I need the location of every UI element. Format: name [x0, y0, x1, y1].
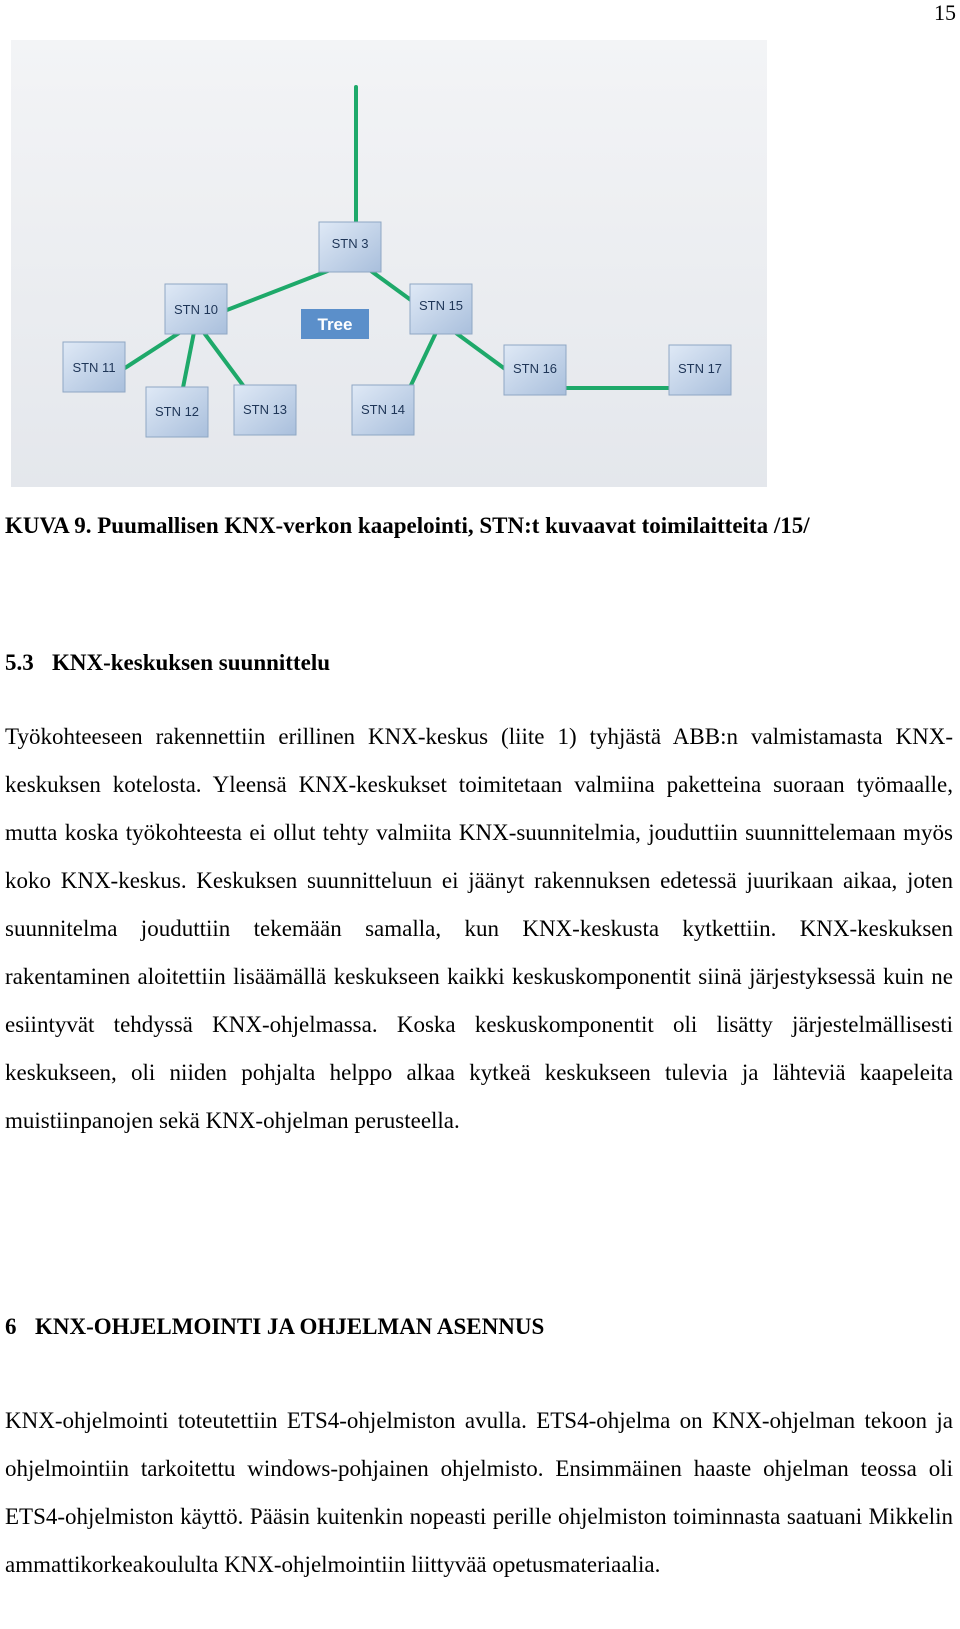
tree-topology-diagram: [11, 40, 767, 487]
node-label: STN 13: [242, 402, 288, 417]
section-heading-6: [5, 1312, 544, 1342]
node-label: STN 10: [173, 302, 219, 317]
node-label: STN 17: [677, 361, 723, 376]
node-label: STN 11: [72, 360, 116, 375]
paragraph-knx-keskus: Työkohteeseen rakennettiin erillinen KNX-keskus (liite 1) tyhjästä ABB:n valmistamasta KNX-keskuksen kotelosta. Yleensä KNX-keskukset toimitetaan valmiina paketteina suoraan työmaalle, mutta koska työkohteesta ei ollut tehty valmiita KNX-suunnitelmia, jouduttiin suunnittelemaan myös koko KNX-keskus. Keskuksen suunnitteluun ei jäänyt rakennuksen edetessä juurikaan aikaa, joten suunnitelma jouduttiin tekemään samalla, kun KNX-keskusta kytkettiin. KNX-keskuksen rakentaminen aloitettiin lisäämällä keskukseen kaikki keskuskomponentit siinä järjestyksessä kuin ne esiintyvät tehdyssä KNX-ohjelmassa. Koska keskuskomponentit oli lisätty järjestelmällisesti keskukseen, oli niiden pohjalta helppo alkaa kytkeä keskukseen tulevia ja lähteviä kaapeleita muistiinpanojen sekä KNX-ohjelman perusteella.: [5, 724, 953, 1133]
tree-label: [301, 309, 369, 339]
node-label: STN 15: [418, 298, 464, 313]
paragraph-knx-ohjelmointi: KNX-ohjelmointi toteutettiin ETS4-ohjelmiston avulla. ETS4-ohjelma on KNX-ohjelman tekoon ja ohjelmointiin tarkoitettu windows-pohjainen ohjelmisto. Ensimmäinen haaste ohjelman teossa oli ETS4-ohjelmiston käyttö. Pääsin kuitenkin nopeasti perille ohjelmiston toiminnasta saatuani Mikkelin ammattikorkeakoululta KNX-ohjelmointiin liittyvää opetusmateriaalia.: [5, 1408, 953, 1577]
node-stn14: [352, 385, 414, 435]
tree-label-text: Tree: [317, 315, 353, 334]
node-stn11: [63, 342, 125, 392]
node-label: STN 3: [331, 236, 369, 251]
node-stn17: [669, 345, 731, 395]
node-label: STN 16: [512, 361, 558, 376]
node-stn15: [410, 284, 472, 334]
tree-topology-figure: [11, 40, 767, 487]
node-stn13: [234, 385, 296, 435]
section-title: KNX-keskuksen suunnittelu: [52, 650, 331, 675]
section-number: 5.3: [5, 650, 34, 675]
node-label: STN 12: [154, 404, 200, 419]
figure-caption: KUVA 9. Puumallisen KNX-verkon kaapelointi, STN:t kuvaavat toimilaitteita /15/: [5, 513, 810, 538]
node-label: STN 14: [360, 402, 406, 417]
node-stn3: [319, 222, 381, 272]
node-stn12: [146, 387, 208, 437]
section-number: 6: [5, 1314, 17, 1339]
node-stn10: [165, 284, 227, 334]
section-heading-5-3: [5, 648, 330, 678]
section-title: KNX-OHJELMOINTI JA OHJELMAN ASENNUS: [35, 1314, 545, 1339]
page-number: 15: [934, 0, 956, 25]
node-stn16: [504, 345, 566, 395]
